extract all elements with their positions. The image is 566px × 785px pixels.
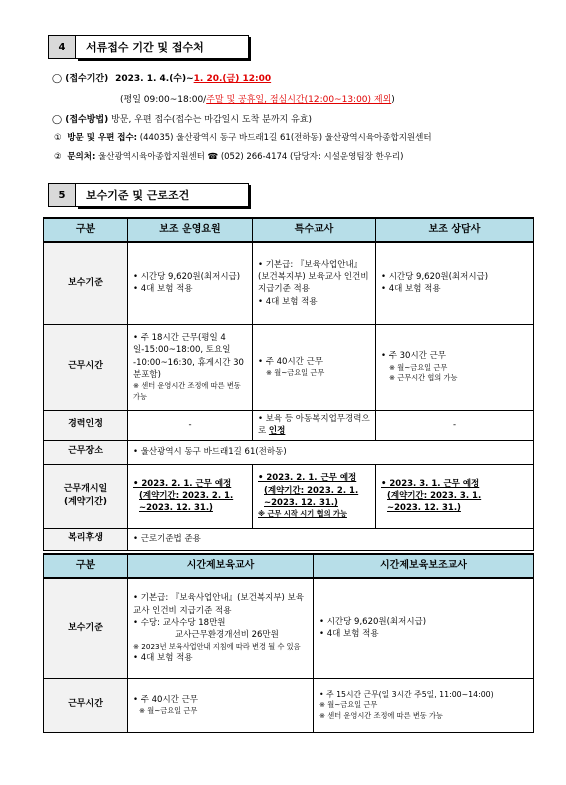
header-category: 구분	[44, 554, 128, 578]
conditions-table-2	[43, 553, 534, 733]
section-number: 5	[48, 183, 76, 207]
conditions-table-1	[43, 217, 534, 551]
section-title: 서류접수 기간 및 접수처	[76, 35, 249, 59]
row-label: 근무개시일 (계약기간)	[44, 464, 128, 528]
inquiry-line: ② 문의처: 울산광역시육아종합지원센터 ☎ (052) 266-4174 (담당자: 시설운영팀장 한우리)	[54, 152, 404, 162]
table-row: 보수기준 • 기본급: 『보육사업안내』(보건복지부) 보육교사 인건비 지급기준 적용 • 수당: 교사수당 18만원 교사근무환경개선비 26만원 ※ 2023년 보육사업안내 지침에 따라 변경 될 수 있음 • 4대 보험 적용 • 시간당 9,620원(최저시급) • 4대 보험 적용	[44, 578, 534, 678]
row-label: 근무시간	[44, 678, 128, 732]
table-row: 근무시간 • 주 40시간 근무 ※ 월~금요일 근무 • 주 15시간 근무(일 3시간 주5일, 11:00~14:00) ※ 월~금요일 근무 ※ 센터 운영시간 조정에 따른 변동 가능	[44, 678, 534, 732]
header-assistant-counselor: 보조 상담사	[376, 218, 534, 242]
header-part-time-teacher: 시간제보육교사	[128, 554, 314, 578]
row-label: 보수기준	[44, 242, 128, 324]
period-hours-line: (평일 09:00~18:00/주말 및 공휴일, 점심시간(12:00~13:00) 제외)	[120, 95, 395, 105]
section-title: 보수기준 및 근로조건	[76, 183, 249, 207]
header-special-teacher: 특수교사	[253, 218, 376, 242]
row-label: 근무시간	[44, 324, 128, 410]
header-category: 구분	[44, 218, 128, 242]
row-label: 보수기준	[44, 578, 128, 678]
table-row: 근무시간 • 주 18시간 근무(평일 4일-15:00~18:00, 토요일 -10:00~16:30, 휴게시간 30분포함) ※ 센터 운영시간 조정에 따른 변동 가능 • 주 40시간 근무 ※ 월~금요일 근무 • 주 30시간 근무 ※ 월~금요일 근무 ※ 근무시간 협의 가능	[44, 324, 534, 410]
visit-line: ① 방문 및 우편 접수: (44035) 울산광역시 동구 바드래1길 61(전하동) 울산광역시육아종합지원센터	[54, 133, 432, 143]
table-row: 근무장소 • 울산광역시 동구 바드래1길 61(전하동)	[44, 440, 534, 464]
period-line: ◯ (접수기간) 2023. 1. 4.(수)~1. 20.(금) 12:00	[52, 74, 272, 84]
row-label: 근무장소	[44, 440, 128, 464]
section-4-header	[48, 35, 249, 59]
row-label: 복리후생	[44, 528, 128, 550]
table-row: 복리후생 • 근로기준법 준용	[44, 528, 534, 550]
row-label: 경력인정	[44, 410, 128, 440]
method-line: ◯ (접수방법) 방문, 우편 접수(접수는 마감일시 도착 분까지 유효)	[52, 115, 313, 125]
section-number: 4	[48, 35, 76, 59]
section-5-header	[48, 183, 249, 207]
table-row: 보수기준 • 시간당 9,620원(최저시급) • 4대 보험 적용 • 기본급: 『보육사업안내』(보건복지부) 보육교사 인건비 지급기준 적용 • 4대 보험 적용 • 시간당 9,620원(최저시급) • 4대 보험 적용	[44, 242, 534, 324]
header-assistant-operator: 보조 운영요원	[128, 218, 253, 242]
table-row: 경력인정 - • 보육 등 아동복지업무경력으로 인정 -	[44, 410, 534, 440]
header-part-time-assistant-teacher: 시간제보육보조교사	[314, 554, 534, 578]
table-row: 근무개시일 (계약기간) • 2023. 2. 1. 근무 예정 (계약기간: 2023. 2. 1. ~2023. 12. 31.) • 2023. 2. 1. 근무 예정 (계약기간: 2023. 2. 1. ~2023. 12. 31.) ※ 근무 시작 시기 협의 가능 • 2023. 3. 1. 근무 예정 (계약기간: 2023. 3. 1. ~2023. 12. 31.)	[44, 464, 534, 528]
